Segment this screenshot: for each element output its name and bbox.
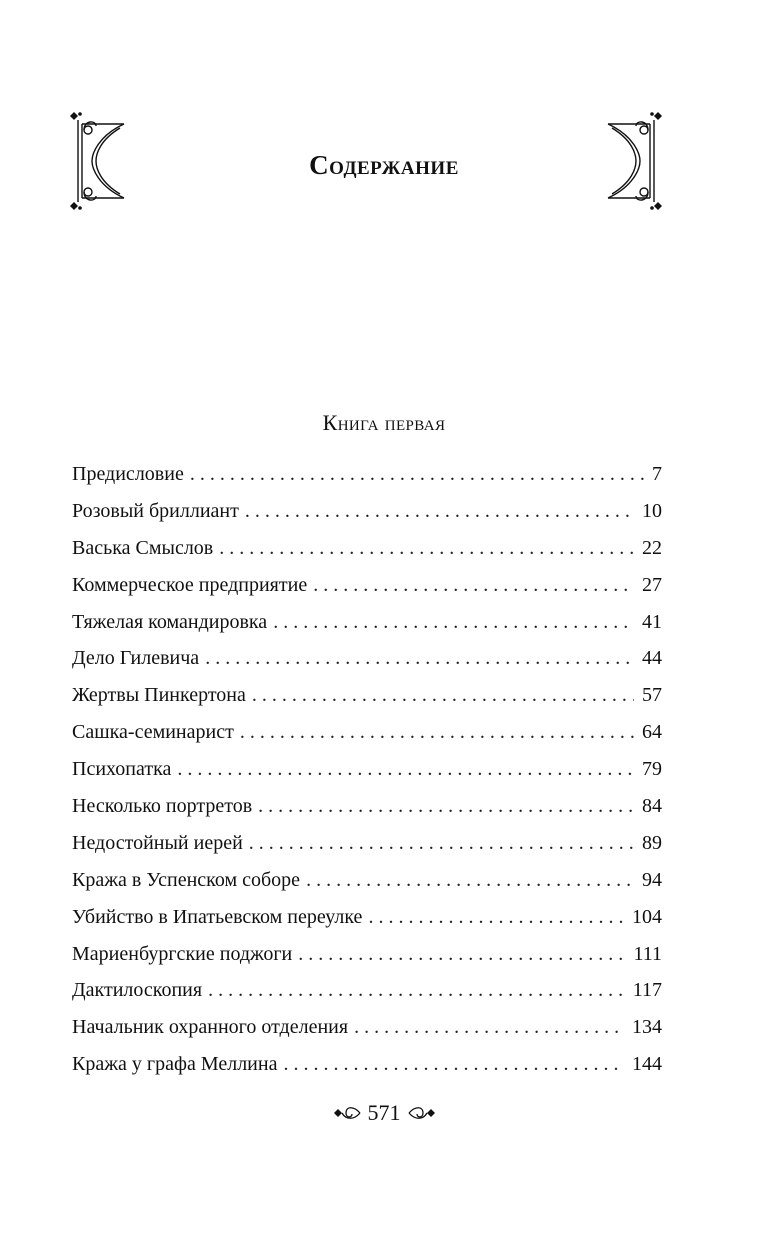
toc-entry	[72, 751, 662, 788]
toc-entry	[72, 788, 662, 825]
toc-entry-title: Тяжелая командировка	[72, 610, 268, 633]
toc-leader-dots	[177, 751, 634, 788]
toc-leader-dots	[240, 714, 634, 751]
toc-entry	[72, 456, 662, 493]
toc-entry-page: 79	[642, 758, 662, 781]
toc-entry	[72, 677, 662, 714]
toc-leader-dots	[368, 899, 624, 936]
toc-entry	[72, 1009, 662, 1046]
toc-leader-dots	[190, 456, 644, 493]
toc-entry-page: 7	[652, 463, 662, 485]
toc-leader-dots	[354, 1009, 624, 1046]
section-title: Книга первая	[322, 410, 446, 435]
toc-leader-dots	[313, 567, 634, 604]
toc-entry-page: 94	[642, 868, 662, 891]
toc-leader-dots	[252, 677, 634, 714]
toc-entry	[72, 972, 662, 1009]
toc-entry	[72, 604, 662, 641]
toc-leader-dots	[249, 825, 634, 862]
page-number: 571	[367, 1100, 401, 1125]
toc-entry-title: Дактилоскопия	[72, 979, 203, 1002]
toc-entry-page: 22	[642, 536, 662, 559]
toc-entry-title: Дело Гилевича	[72, 647, 200, 670]
toc-entry	[72, 714, 662, 751]
toc-entry-page: 89	[642, 831, 662, 854]
toc-entry-page: 117	[632, 979, 662, 1002]
toc-entry-title: Начальник охранного отделения	[72, 1016, 349, 1039]
toc-entry-page: 41	[642, 610, 662, 633]
table-of-contents	[72, 456, 662, 1083]
toc-entry-title: Сашка-семинарист	[72, 721, 234, 744]
toc-entry	[72, 567, 662, 604]
toc-entry-page: 84	[642, 795, 662, 818]
toc-entry-title: Убийство в Ипатьевском переулке	[72, 905, 363, 928]
toc-entry-page: 44	[642, 647, 662, 670]
toc-entry	[72, 936, 662, 973]
toc-entry-title: Мариенбургские поджоги	[72, 942, 293, 965]
toc-entry-title: Васька Смыслов	[72, 536, 214, 559]
toc-entry-page: 27	[642, 573, 662, 596]
toc-leader-dots	[258, 788, 634, 825]
toc-leader-dots	[208, 972, 625, 1009]
flourish-left-icon	[330, 1102, 362, 1124]
toc-entry-page: 134	[632, 1016, 662, 1039]
toc-entry-title: Несколько портретов	[72, 795, 253, 818]
toc-entry-page: 10	[642, 499, 662, 522]
toc-entry	[72, 530, 662, 567]
toc-entry	[72, 899, 662, 936]
toc-leader-dots	[205, 640, 634, 677]
toc-leader-dots	[273, 604, 634, 641]
toc-entry-title: Жертвы Пинкертона	[72, 684, 246, 707]
toc-entry-page: 57	[642, 684, 662, 707]
toc-entry-title: Психопатка	[72, 758, 172, 781]
page-footer	[0, 1100, 768, 1126]
toc-entry-page: 64	[642, 721, 662, 744]
toc-entry-title: Недостойный иерей	[72, 831, 243, 854]
toc-leader-dots	[283, 1046, 624, 1083]
toc-entry	[72, 1046, 662, 1083]
toc-entry	[72, 862, 662, 899]
toc-entry	[72, 640, 662, 677]
toc-entry-page: 111	[633, 942, 662, 965]
toc-leader-dots	[245, 493, 634, 530]
toc-leader-dots	[298, 936, 625, 973]
page-title: Содержание	[309, 150, 459, 180]
toc-leader-dots	[219, 530, 634, 567]
flourish-right-icon	[407, 1102, 439, 1124]
toc-entry-page: 144	[632, 1053, 662, 1076]
toc-entry	[72, 825, 662, 862]
toc-leader-dots	[306, 862, 634, 899]
toc-entry-title: Предисловие	[72, 463, 184, 485]
toc-entry-title: Кража в Успенском соборе	[72, 868, 301, 891]
toc-entry-page: 104	[632, 905, 662, 928]
toc-entry-title: Коммерческое предприятие	[72, 573, 308, 596]
toc-entry-title: Розовый бриллиант	[72, 499, 239, 522]
toc-entry-title: Кража у графа Меллина	[72, 1053, 278, 1076]
toc-entry	[72, 493, 662, 530]
